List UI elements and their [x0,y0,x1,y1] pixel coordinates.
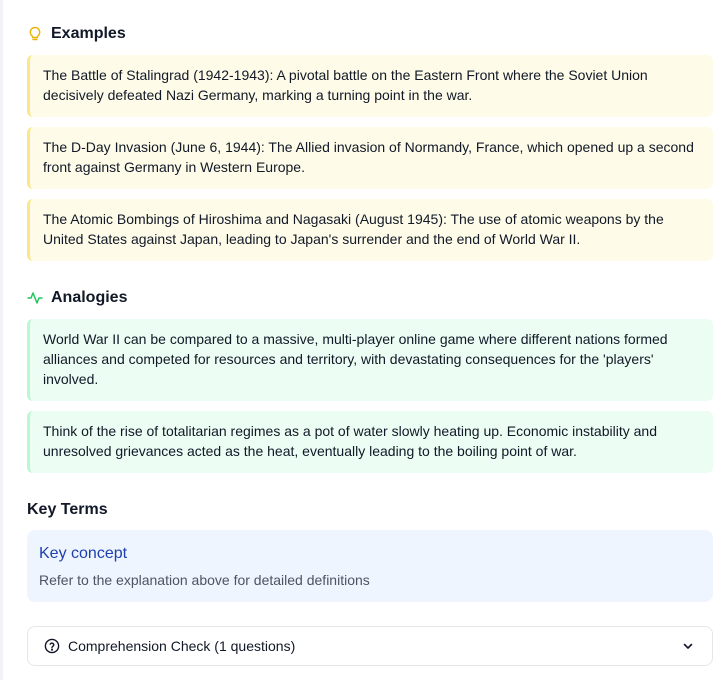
analogy-card [27,319,713,401]
examples-heading [27,24,126,44]
key-terms-heading [27,500,108,520]
example-text: The Battle of Stalingrad (1942-1943): A pivotal battle on the Eastern Front where the Soviet Union decisively defeated Nazi Germany, marking a turning point in the war. [43,67,648,103]
key-terms-heading-label: Key Terms [27,501,108,518]
left-border [0,0,3,680]
example-card [27,55,713,117]
help-circle-icon [44,638,60,654]
example-card [27,127,713,189]
key-term-description: Refer to the explanation above for detailed definitions [39,572,370,588]
example-text: The D-Day Invasion (June 6, 1944): The Allied invasion of Normandy, France, which opened up a second front against Germany in Western Europe. [43,139,694,175]
analogy-card [27,411,713,473]
analogies-heading-label: Analogies [51,289,128,306]
chevron-down-icon[interactable] [680,638,696,654]
key-term-card [27,530,713,602]
examples-heading-label: Examples [51,25,126,42]
lightbulb-icon [27,26,43,42]
activity-icon [27,290,43,306]
example-card [27,199,713,261]
example-text: The Atomic Bombings of Hiroshima and Nagasaki (August 1945): The use of atomic weapons by the United States against Japan, leading to Japan's surrender and the end of World War II. [43,211,664,247]
key-term-title: Key concept [39,545,128,562]
analogy-text: Think of the rise of totalitarian regimes as a pot of water slowly heating up. Economic instability and unresolved grievances acted as the heat, eventually leading to the boiling point of war. [43,423,657,459]
analogies-heading [27,288,127,308]
analogy-text: World War II can be compared to a massive, multi-player online game where different nations formed alliances and competed for resources and territory, with devastating consequences for the 'players' involved. [43,331,668,387]
comprehension-check-header [44,638,295,654]
comprehension-check-label: Comprehension Check (1 questions) [68,638,296,654]
comprehension-check-toggle[interactable] [27,626,713,666]
